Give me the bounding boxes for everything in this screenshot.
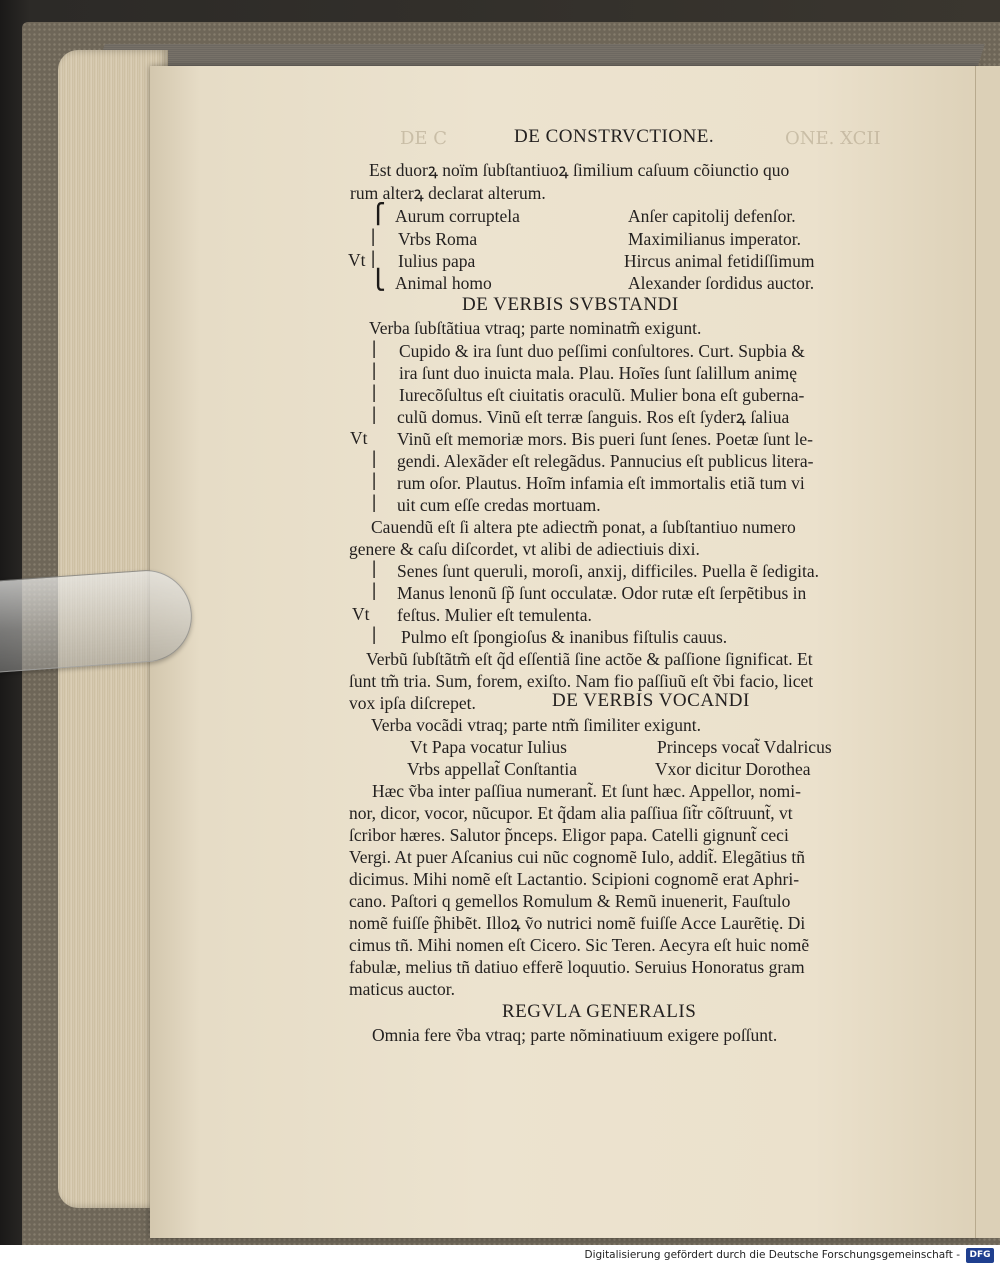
example-line: Cupido & ira ſunt duo peſſimi conſultores. Curt. Supbia & (399, 341, 805, 361)
section-heading: DE VERBIS VOCANDI (552, 690, 750, 711)
example-line: Iurecõſultus eſt ciuitatis oraculũ. Mulier bona eſt guberna- (399, 385, 805, 405)
bracket-mark: | (372, 580, 377, 601)
text-line: Vergi. At puer Aſcanius cui nũc cognomẽ Iulo, addit̃. Elegãtius tñ (349, 847, 806, 867)
page-weight-clip (0, 567, 195, 673)
text-line: Hæc ṽba inter paſſiua numerant̃. Et ſunt hæc. Appellor, nomi- (372, 781, 801, 801)
show-through-text: ONE. XCII (785, 128, 881, 149)
example-line: Pulmo eſt ſpongioſus & inanibus fiſtulis cauus. (401, 627, 728, 647)
bracket-mark: | (372, 470, 377, 491)
text-line: Verba vocãdi vtraq; parte ntm̃ ſimiliter exigunt. (371, 715, 701, 735)
example-right: Maximilianus imperator. (628, 229, 802, 249)
dfg-logo[interactable]: DFG (966, 1248, 994, 1263)
text-line: Cauendũ eſt ſi altera pte adiectm̃ ponat, a ſubſtantiuo numero (371, 517, 796, 537)
example-right: Anſer capitolij defenſor. (628, 206, 796, 226)
text-line: genere & caſu diſcordet, vt alibi de adiectiuis dixi. (349, 539, 700, 559)
vt-marker: Vt (348, 250, 366, 270)
example-right: Vxor dicitur Dorothea (655, 759, 811, 779)
bracket-mark: | (372, 338, 377, 359)
vt-marker: Vt (350, 428, 368, 448)
example-line: gendi. Alexãder eſt relegãdus. Pannucius eſt publicus litera- (397, 451, 814, 471)
example-left: Animal homo (395, 273, 492, 293)
text-line: ſunt tm̃ tria. Sum, forem, exiſto. Nam fio paſſiuũ eſt ṽbi facio, licet (349, 671, 814, 691)
text-line: fabulæ, melius tñ datiuo efferẽ loquutio. Seruius Honoratus gram (349, 957, 805, 977)
text-line: nomẽ fuiſſe p̃hibẽt. Illoꝝ ṽo nutrici nomẽ fuiſſe Acce Laurẽtię. Di (349, 913, 806, 933)
example-line: feſtus. Mulier eſt temulenta. (397, 605, 592, 625)
bracket-mark: | (372, 360, 377, 381)
example-right: Alexander ſordidus auctor. (628, 273, 815, 293)
example-line: culũ domus. Vinũ eſt terræ ſanguis. Ros eſt ſyderꝝ ſaliua (397, 407, 790, 427)
text-line: cano. Paſtori q gemellos Romulum & Remũ inuenerit, Fauſtulo (349, 891, 791, 911)
bracket-mark: | (372, 624, 377, 645)
example-right: Hircus animal fetidiſſimum (624, 251, 815, 271)
example-left: Aurum corruptela (395, 206, 520, 226)
text-line: maticus auctor. (349, 979, 455, 999)
section-heading: DE VERBIS SVBSTANDI (462, 294, 679, 315)
example-line: rum oſor. Plautus. Hoĩm infamia eſt immortalis etiã tum vi (397, 473, 805, 493)
bracket-mark: | (372, 558, 377, 579)
bracket-mark: | (371, 226, 376, 247)
text-line: Est duorꝝ noïm ſubſtantiuoꝝ ſimilium caſuum cõiunctio quo (369, 160, 790, 180)
example-line: uit cum eſſe credas mortuam. (397, 495, 601, 515)
bracket-mark: | (371, 248, 376, 269)
bracket-mark: ⎧ (371, 204, 386, 225)
text-line: dicimus. Mihi nomẽ eſt Lactantio. Scipioni cognomẽ erat Aphri- (349, 869, 800, 889)
text-line: ſcribor hæres. Salutor p̃nceps. Eligor papa. Catelli gignunt̃ ceci (349, 825, 789, 845)
text-line: vox ipſa diſcrepet. (349, 693, 476, 713)
example-left: Vrbs appellat̃ Conſtantia (407, 759, 578, 779)
show-through-text: DE C (400, 128, 448, 149)
bracket-mark: ⎩ (371, 270, 386, 291)
bracket-mark: | (372, 404, 377, 425)
text-line: Verba ſubſtãtiua vtraq; parte nominatm̃ exigunt. (369, 318, 702, 338)
text-line: Verbũ ſubſtãtm̃ eſt q̃d eſſentiã ſine actõe & paſſione ſignificat. Et (366, 649, 813, 669)
example-left: Vt Papa vocatur Iulius (410, 737, 567, 757)
page-title: DE CONSTRVCTIONE. (514, 126, 715, 147)
bracket-mark: | (372, 382, 377, 403)
example-left: Iulius papa (398, 251, 476, 271)
section-heading: REGVLA GENERALIS (502, 1001, 697, 1022)
example-line: Manus lenonũ ſp̃ ſunt occulatæ. Odor rutæ eſt ſerpẽtibus in (397, 583, 807, 603)
bracket-mark: | (372, 448, 377, 469)
vt-marker: Vt (352, 604, 370, 624)
example-left: Vrbs Roma (398, 229, 478, 249)
example-line: Vinũ eſt memoriæ mors. Bis pueri ſunt ſenes. Poetæ ſunt le- (397, 429, 813, 449)
text-line: nor, dicor, vocor, nũcupor. Et q̃dam alia paſſiua ſit̃r cõſtruunt̃, vt (349, 803, 793, 823)
text-line: cimus tñ. Mihi nomen eſt Cicero. Sic Teren. Aecyra eſt huic nomẽ (349, 935, 810, 955)
text-line: Omnia fere ṽba vtraq; parte nõminatiuum exigere poſſunt. (372, 1025, 778, 1045)
example-line: Senes ſunt queruli, moroſi, anxij, difficiles. Puella ẽ ſedigita. (397, 561, 820, 581)
footer-bar (0, 1245, 1000, 1267)
bracket-mark: | (372, 492, 377, 513)
text-line: rum alterꝝ declarat alterum. (350, 183, 546, 203)
footer-credit: Digitalisierung gefördert durch die Deutsche Forschungsgemeinschaft - (584, 1249, 960, 1261)
example-line: ira ſunt duo inuicta mala. Plau. Hoĩes ſunt ſalillum animę (399, 363, 798, 383)
example-right: Princeps vocat̃ Vdalricus (657, 737, 832, 757)
